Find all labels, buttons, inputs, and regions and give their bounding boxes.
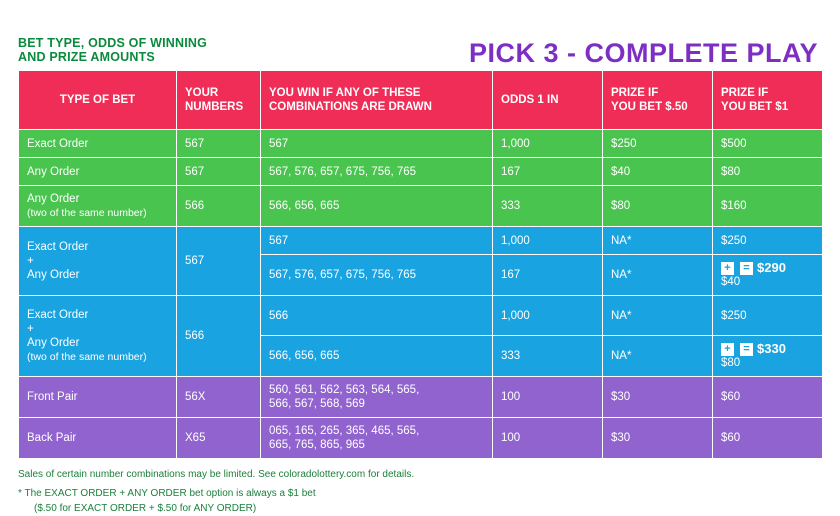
cell-prize-one: $60 <box>713 377 823 418</box>
header-subtitle-line1: BET TYPE, ODDS OF WINNING <box>18 36 208 50</box>
footnote-sales: Sales of certain number combinations may be limited. See coloradolottery.com for details. <box>18 469 415 481</box>
cell-odds: 1,000 <box>493 227 603 255</box>
col-prize-half-line2: YOU BET $.50 <box>611 101 688 113</box>
cell-numbers: X65 <box>177 418 261 459</box>
header-subtitle <box>18 36 207 64</box>
col-prize-one-line2: YOU BET $1 <box>721 101 789 113</box>
plus-icon: + <box>721 343 734 356</box>
cell-prize-half: $250 <box>603 130 713 158</box>
cell-prize-half: NA* <box>603 296 713 336</box>
cell-type: Back Pair <box>19 418 177 459</box>
col-prize-one <box>713 71 823 130</box>
cell-odds: 167 <box>493 255 603 296</box>
cell-total: $290 <box>757 260 786 275</box>
header-subtitle-line2: AND PRIZE AMOUNTS <box>18 50 155 64</box>
page-title: PICK 3 - COMPLETE PLAY <box>468 38 818 68</box>
cell-prize-one: $80 <box>721 357 741 370</box>
table-row <box>19 130 823 158</box>
cell-numbers: 56X <box>177 377 261 418</box>
cell-prize-half: NA* <box>603 227 713 255</box>
cell-type: Any Order <box>19 158 177 186</box>
cell-type-main: Any Order <box>27 193 80 205</box>
footnotes <box>18 467 822 516</box>
cell-prize-one: $250 <box>713 296 823 336</box>
equals-icon: = <box>740 343 753 356</box>
cell-type <box>19 227 177 296</box>
cell-combos <box>261 377 493 418</box>
cell-combos: 566, 656, 665 <box>261 336 493 377</box>
cell-numbers: 566 <box>177 186 261 227</box>
col-your-numbers-line1: YOUR <box>185 87 219 99</box>
cell-odds: 167 <box>493 158 603 186</box>
cell-combos <box>261 418 493 459</box>
table-row <box>19 418 823 459</box>
cell-combos-line2: 665, 765, 865, 965 <box>269 439 365 452</box>
table-row <box>19 296 823 336</box>
col-odds: ODDS 1 IN <box>493 71 603 130</box>
plus-icon: + <box>721 262 734 275</box>
cell-odds: 333 <box>493 336 603 377</box>
cell-type: Exact Order <box>19 130 177 158</box>
cell-combos: 567, 576, 657, 675, 756, 765 <box>261 158 493 186</box>
cell-combos-line1: 065, 165, 265, 365, 465, 565, <box>269 425 420 438</box>
cell-total: $330 <box>757 341 786 357</box>
cell-prize-one: $80 <box>713 158 823 186</box>
cell-odds: 333 <box>493 186 603 227</box>
cell-type <box>19 296 177 377</box>
cell-prize-one: $40 <box>721 276 741 289</box>
cell-odds: 100 <box>493 418 603 459</box>
cell-type-sub: (two of the same number) <box>27 351 147 364</box>
col-prize-half <box>603 71 713 130</box>
col-prize-half-line1: PRIZE IF <box>611 87 659 99</box>
table-row <box>19 377 823 418</box>
cell-combos: 566 <box>261 296 493 336</box>
cell-type <box>19 186 177 227</box>
footnote-bet-split: ($.50 for EXACT ORDER + $.50 for ANY ORDER) <box>34 503 257 515</box>
cell-combos-line2: 566, 567, 568, 569 <box>269 398 365 411</box>
cell-combos: 567 <box>261 227 493 255</box>
footnote-bet-option: * The EXACT ORDER + ANY ORDER bet option is always a $1 bet <box>18 488 316 500</box>
cell-odds: 100 <box>493 377 603 418</box>
col-winning-combinations <box>261 71 493 130</box>
cell-prize-half: $30 <box>603 377 713 418</box>
cell-prize-one: $160 <box>713 186 823 227</box>
cell-prize-half: NA* <box>603 255 713 296</box>
table-header-row <box>19 71 823 130</box>
cell-prize-half: $80 <box>603 186 713 227</box>
table-row <box>19 227 823 255</box>
cell-prize-half: $40 <box>603 158 713 186</box>
cell-numbers: 566 <box>177 296 261 377</box>
cell-type-line2: + <box>27 255 34 268</box>
cell-type-sub: (two of the same number) <box>27 207 147 219</box>
col-prize-one-line1: PRIZE IF <box>721 87 769 99</box>
col-your-numbers-line2: NUMBERS <box>185 101 244 113</box>
equals-icon: = <box>740 262 753 275</box>
cell-combos: 567 <box>261 130 493 158</box>
cell-prize-half: $30 <box>603 418 713 459</box>
cell-type-line1: Exact Order <box>27 241 89 254</box>
cell-odds: 1,000 <box>493 296 603 336</box>
col-winning-combinations-line2: COMBINATIONS ARE DRAWN <box>269 101 432 113</box>
col-your-numbers <box>177 71 261 130</box>
cell-prize-one: $250 <box>713 227 823 255</box>
cell-prize-one-sum <box>713 336 823 377</box>
cell-prize-one: $500 <box>713 130 823 158</box>
cell-prize-half: NA* <box>603 336 713 377</box>
table-row <box>19 158 823 186</box>
cell-numbers: 567 <box>177 158 261 186</box>
cell-combos-line1: 560, 561, 562, 563, 564, 565, <box>269 384 420 397</box>
cell-type-line2: + <box>27 323 34 336</box>
cell-combos: 567, 576, 657, 675, 756, 765 <box>261 255 493 296</box>
cell-numbers: 567 <box>177 130 261 158</box>
cell-type: Front Pair <box>19 377 177 418</box>
col-type-of-bet: TYPE OF BET <box>19 71 177 130</box>
cell-combos: 566, 656, 665 <box>261 186 493 227</box>
cell-type-line3: Any Order <box>27 337 80 350</box>
cell-numbers: 567 <box>177 227 261 296</box>
cell-type-line3: Any Order <box>27 269 80 282</box>
table-row <box>19 186 823 227</box>
cell-prize-one-sum <box>713 255 823 296</box>
cell-odds: 1,000 <box>493 130 603 158</box>
bet-table <box>18 70 823 459</box>
col-winning-combinations-line1: YOU WIN IF ANY OF THESE <box>269 87 421 99</box>
page-header <box>0 0 840 70</box>
cell-prize-one: $60 <box>713 418 823 459</box>
cell-type-line1: Exact Order <box>27 309 89 322</box>
